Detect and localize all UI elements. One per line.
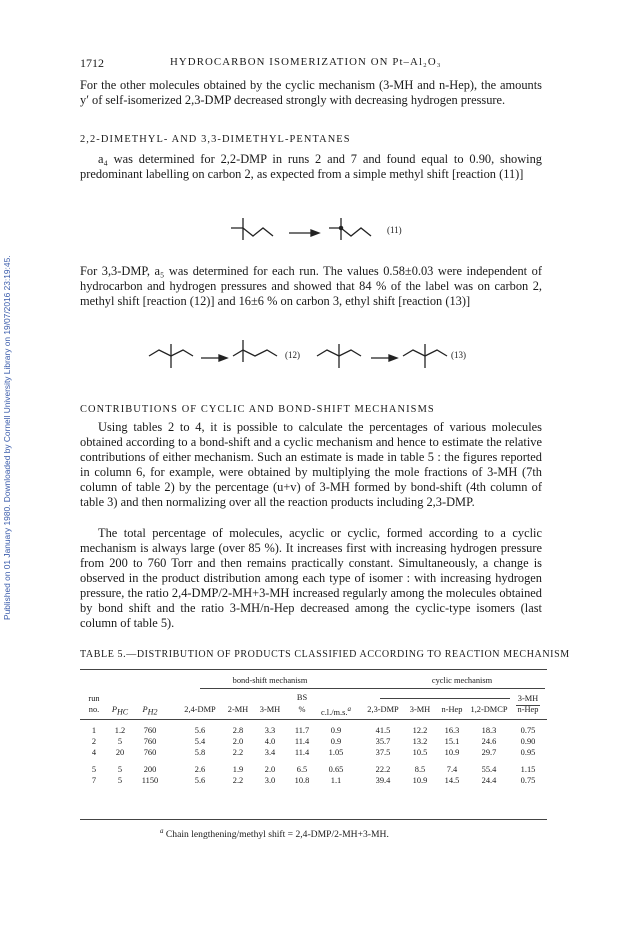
table-cell: 5.8 xyxy=(194,748,206,757)
table-cell: 5 xyxy=(117,765,123,774)
reaction-13-label: (13) xyxy=(451,350,466,360)
table-cell: 2 xyxy=(91,737,97,746)
table-cell: 2.2 xyxy=(232,776,244,785)
col-header-phc xyxy=(112,705,128,717)
col-header-3mh: 3-MH xyxy=(259,705,281,714)
table-cell: 14.5 xyxy=(444,776,460,785)
col-header-3mh-cyclic: 3-MH xyxy=(409,705,431,714)
table-cell: 41.5 xyxy=(375,726,391,735)
group-header-rule xyxy=(200,688,545,689)
table-footnote xyxy=(160,827,389,840)
col-header-ratio-denominator: n-Hep xyxy=(517,705,539,714)
table-cell: 10.5 xyxy=(412,748,428,757)
table-cell: 200 xyxy=(143,765,157,774)
paragraph-2: a₄ was determined for 2,2-DMP in runs 2 and 7 and found equal to 0.90, showing predominant labelling on carbon 2, as expected from a simple methyl shift [reaction (11)] xyxy=(80,152,542,181)
table-header-rule xyxy=(80,719,547,720)
reaction-12-13-structures xyxy=(145,336,465,376)
download-watermark xyxy=(2,150,16,620)
col-header-2mh: 2-MH xyxy=(227,705,249,714)
col-header-ph2-letter: P xyxy=(142,705,148,714)
reaction-11-label: (11) xyxy=(387,225,402,235)
table-cell: 16.3 xyxy=(444,726,460,735)
paragraph-4: Using tables 2 to 4, it is possible to calculate the percentages of various molecules obtained according to a bond-shift and a cyclic mechanism and hence to estimate the relative contributions of either mechanism. Such an estimate is made in table 5 : the figures reported in column 6, for example, were obtained by multiplying the mole fractions of 3-MH (7th column of table 2) by the percentage (u+v) of 3-MH formed by bond-shift (4th column of table 3) and then normalizing over all the reaction products including 2,3-DMP. xyxy=(80,420,542,509)
col-header-ph2 xyxy=(143,705,158,717)
table-cell: 0.65 xyxy=(328,765,344,774)
col-header-cl-text: c.l./m.s. xyxy=(320,707,348,717)
table-cell: 1.05 xyxy=(328,748,344,757)
table-top-rule xyxy=(80,669,547,670)
table-cell: 3.0 xyxy=(264,776,276,785)
paragraph-5: The total percentage of molecules, acyclic or cyclic, formed according to a cyclic mechanism is always large (over 85 %). It increases first with increasing hydrogen pressure from 200 to 760 Torr and then remains practically constant. Simultaneously, a change is observed in the product distribution among each type of isomer : with increasing hydrogen pressure, the ratio 2,4-DMP/2-MH+3-MH increased regularly among the molecules obtained by bond shift and the ratio 3-MH/n-Hep decreased among the cyclic-type isomers (last column of table 5). xyxy=(80,526,542,630)
table-cell: 10.8 xyxy=(294,776,310,785)
table-cell: 2.6 xyxy=(194,765,206,774)
col-header-cl xyxy=(321,705,351,717)
table-cell: 1.1 xyxy=(330,776,342,785)
table-cell: 24.4 xyxy=(481,776,497,785)
table-cell: 12.2 xyxy=(412,726,428,735)
table-cell: 0.9 xyxy=(330,737,342,746)
col-header-24dmp: 2,4-DMP xyxy=(184,705,216,714)
table-cell: 39.4 xyxy=(375,776,391,785)
table-cell: 18.3 xyxy=(481,726,497,735)
footnote-mark: a xyxy=(160,827,164,835)
table-cell: 1.9 xyxy=(232,765,244,774)
reaction-11-scheme xyxy=(225,214,425,250)
table-cell: 55.4 xyxy=(481,765,497,774)
col-header-pct: % xyxy=(298,705,306,714)
reaction-12-label: (12) xyxy=(285,350,300,360)
col-header-no: no. xyxy=(88,705,100,714)
table-cell: 0.90 xyxy=(520,737,536,746)
table-cell: 5 xyxy=(117,776,123,785)
group-header-bond-shift: bond-shift mechanism xyxy=(232,676,308,685)
col-header-bs: BS xyxy=(296,693,308,702)
table-cell: 13.2 xyxy=(412,737,428,746)
table-cell: 15.1 xyxy=(444,737,460,746)
col-header-12dmcp: 1,2-DMCP xyxy=(470,705,508,714)
table-cell: 1.2 xyxy=(114,726,126,735)
table-cell: 7 xyxy=(91,776,97,785)
table-cell: 29.7 xyxy=(481,748,497,757)
page-header xyxy=(80,56,542,72)
table-cell: 6.5 xyxy=(296,765,308,774)
col-header-phc-sub: HC xyxy=(117,707,129,717)
col-header-nhep: n-Hep xyxy=(441,705,463,714)
section-heading-dimethylpentanes: 2,2-DIMETHYL- AND 3,3-DIMETHYL-PENTANES xyxy=(80,134,351,145)
table-cell: 8.5 xyxy=(414,765,426,774)
table-cell: 11.7 xyxy=(294,726,310,735)
group-header-cyclic: cyclic mechanism xyxy=(431,676,493,685)
table-cell: 10.9 xyxy=(412,776,428,785)
table-cell: 2.8 xyxy=(232,726,244,735)
table-cell: 0.75 xyxy=(520,776,536,785)
paragraph-1: For the other molecules obtained by the cyclic mechanism (3-MH and n-Hep), the amounts y′ of self-isomerized 2,3-DMP decreased strongly with decreasing hydrogen pressure. xyxy=(80,78,542,107)
table-cell: 24.6 xyxy=(481,737,497,746)
cyclic-subheader-rule xyxy=(380,698,510,699)
table-cell: 1 xyxy=(91,726,97,735)
table-cell: 3.3 xyxy=(264,726,276,735)
col-header-phc-letter: P xyxy=(111,705,117,714)
table-cell: 1.15 xyxy=(520,765,536,774)
page-number: 1712 xyxy=(80,56,104,70)
col-header-23dmp: 2,3-DMP xyxy=(367,705,399,714)
table-cell: 760 xyxy=(143,737,157,746)
table-cell: 0.75 xyxy=(520,726,536,735)
section-heading-contributions: CONTRIBUTIONS OF CYCLIC AND BOND-SHIFT MECHANISMS xyxy=(80,404,435,415)
table-cell: 5.6 xyxy=(194,726,206,735)
footnote-text: Chain lengthening/methyl shift = 2,4-DMP/2-MH+3-MH. xyxy=(165,829,389,841)
table-cell: 760 xyxy=(143,726,157,735)
download-watermark-text: Published on 01 January 1980. Downloaded by Cornell University Library on 19/07/2016 23:19:45. xyxy=(2,255,12,620)
table-cell: 2.0 xyxy=(264,765,276,774)
table-cell: 4 xyxy=(91,748,97,757)
reaction-12-13-scheme xyxy=(145,336,465,376)
table-cell: 22.2 xyxy=(375,765,391,774)
table-5 xyxy=(80,665,547,825)
table-cell: 7.4 xyxy=(446,765,458,774)
table-cell: 20 xyxy=(115,748,125,757)
running-title: HYDROCARBON ISOMERIZATION ON Pt–Al₂O₃ xyxy=(170,56,442,68)
table-5-caption: TABLE 5.—DISTRIBUTION OF PRODUCTS CLASSIFIED ACCORDING TO REACTION MECHANISM xyxy=(80,649,570,660)
col-header-ratio-numerator: 3-MH xyxy=(517,694,539,703)
table-cell: 0.95 xyxy=(520,748,536,757)
table-cell: 3.4 xyxy=(264,748,276,757)
table-cell: 5 xyxy=(91,765,97,774)
table-cell: 35.7 xyxy=(375,737,391,746)
table-cell: 1150 xyxy=(141,776,159,785)
table-cell: 37.5 xyxy=(375,748,391,757)
table-cell: 11.4 xyxy=(294,737,310,746)
col-header-run: run xyxy=(88,694,100,703)
table-bottom-rule xyxy=(80,819,547,820)
col-header-ph2-sub: H2 xyxy=(147,707,158,717)
table-cell: 5 xyxy=(117,737,123,746)
table-cell: 760 xyxy=(143,748,157,757)
table-cell: 2.2 xyxy=(232,748,244,757)
table-cell: 2.0 xyxy=(232,737,244,746)
table-cell: 5.4 xyxy=(194,737,206,746)
table-cell: 11.4 xyxy=(294,748,310,757)
table-cell: 4.0 xyxy=(264,737,276,746)
col-header-cl-note: a xyxy=(347,705,352,713)
table-cell: 0.9 xyxy=(330,726,342,735)
table-cell: 10.9 xyxy=(444,748,460,757)
table-cell: 5.6 xyxy=(194,776,206,785)
paragraph-3: For 3,3-DMP, a₅ was determined for each run. The values 0.58±0.03 were independent of hydrocarbon and hydrogen pressures and showed that 84 % of the label was on carbon 2, methyl shift [reaction (12)] and 16±6 % on carbon 3, ethyl shift [reaction (13)] xyxy=(80,264,542,308)
